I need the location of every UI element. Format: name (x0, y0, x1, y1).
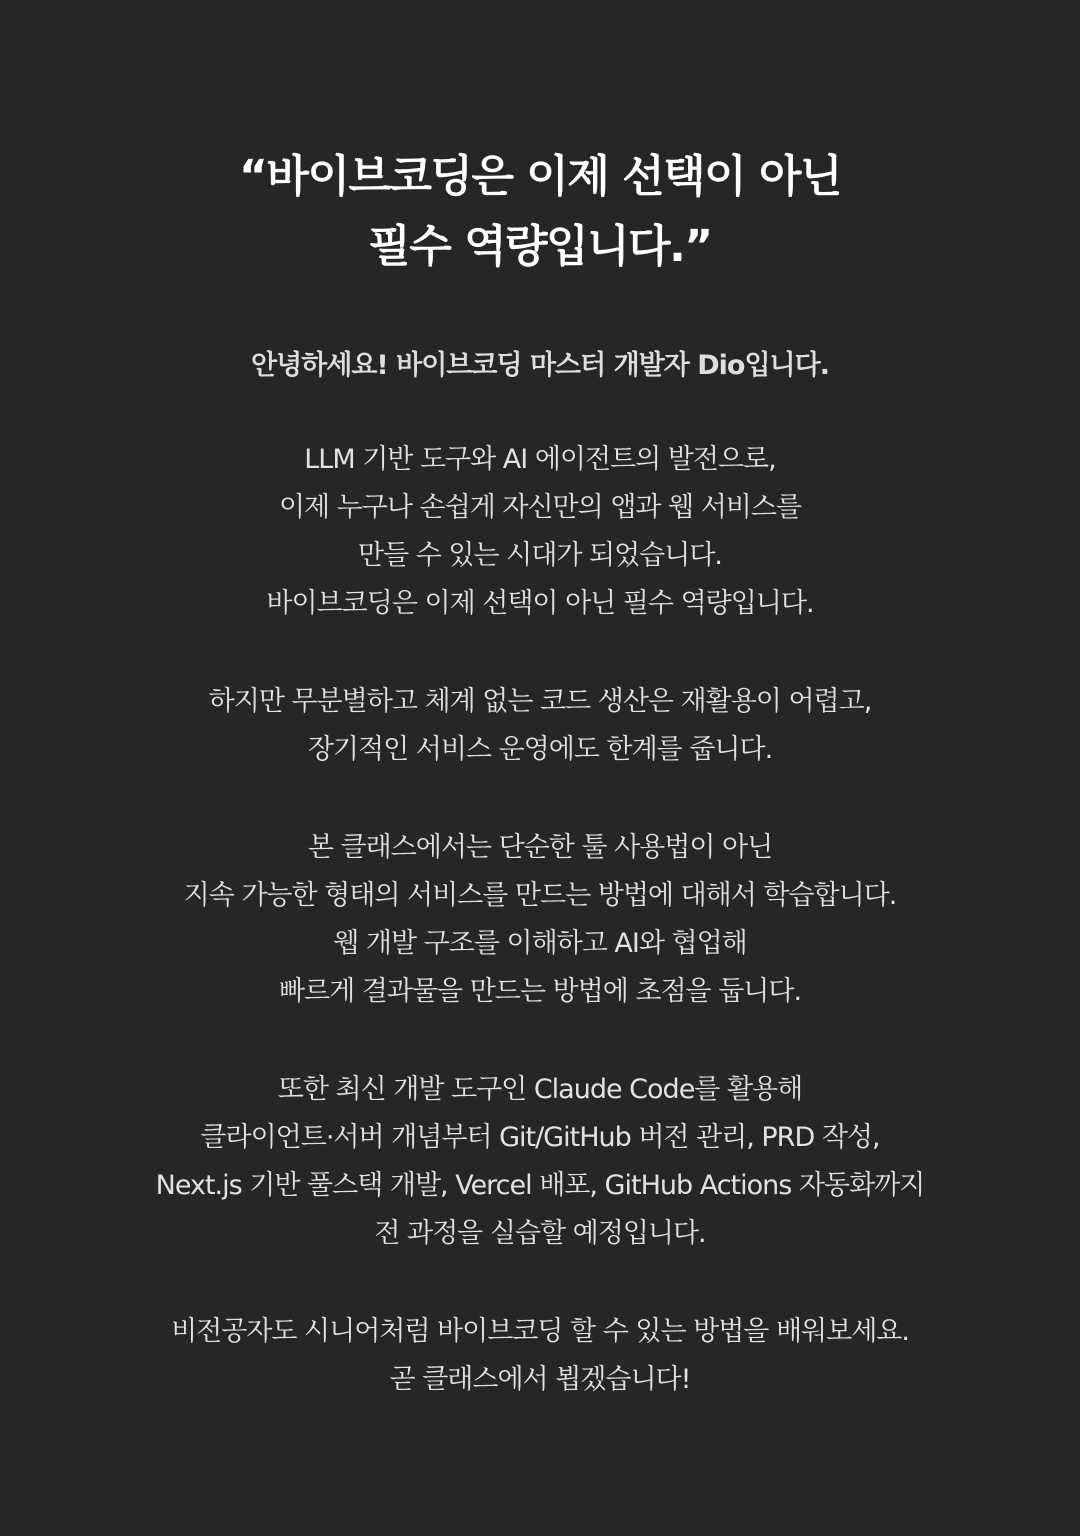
paragraph-line: 곧 클래스에서 뵙겠습니다! (389, 1364, 691, 1395)
headline-line: “바이브코딩은 이제 선택이 아닌 (239, 151, 841, 202)
paragraph-line: 만들 수 있는 시대가 되었습니다. (358, 540, 722, 571)
paragraph-line: Next.js 기반 풀스택 개발, Vercel 배포, GitHub Actions 자동화까지 (155, 1170, 925, 1201)
paragraph-line: 빠르게 결과물을 만드는 방법에 초점을 둡니다. (278, 976, 802, 1007)
paragraph-line: 웹 개발 구조를 이해하고 AI와 협업해 (333, 928, 747, 959)
paragraph-curriculum (0, 1066, 1080, 1258)
paragraph-line: LLM 기반 도구와 AI 에이전트의 발전으로, (304, 444, 776, 475)
paragraph-line: 클라이언트·서버 개념부터 Git/GitHub 버전 관리, PRD 작성, (200, 1122, 880, 1153)
paragraph-problem (0, 678, 1080, 774)
paragraph-line: 바이브코딩은 이제 선택이 아닌 필수 역량입니다. (266, 588, 814, 619)
headline-quote (0, 142, 1080, 282)
greeting-text: 안녕하세요! 바이브코딩 마스터 개발자 Dio입니다. (251, 350, 829, 381)
paragraph-line: 지속 가능한 형태의 서비스를 만드는 방법에 대해서 학습합니다. (183, 880, 897, 911)
paragraph-llm-era (0, 436, 1080, 628)
paragraph-line: 전 과정을 실습할 예정입니다. (374, 1218, 706, 1249)
paragraph-line: 하지만 무분별하고 체계 없는 코드 생산은 재활용이 어렵고, (208, 686, 872, 717)
paragraph-class-focus (0, 824, 1080, 1016)
paragraph-closing (0, 1308, 1080, 1404)
paragraph-line: 또한 최신 개발 도구인 Claude Code를 활용해 (277, 1074, 803, 1105)
headline-line: 필수 역량입니다.” (368, 221, 712, 272)
paragraph-line: 이제 누구나 손쉽게 자신만의 앱과 웹 서비스를 (278, 492, 802, 523)
paragraph-line: 비전공자도 시니어처럼 바이브코딩 할 수 있는 방법을 배워보세요. (171, 1316, 909, 1347)
paragraph-line: 장기적인 서비스 운영에도 한계를 줍니다. (307, 734, 773, 765)
paragraph-line: 본 클래스에서는 단순한 툴 사용법이 아닌 (307, 832, 773, 863)
